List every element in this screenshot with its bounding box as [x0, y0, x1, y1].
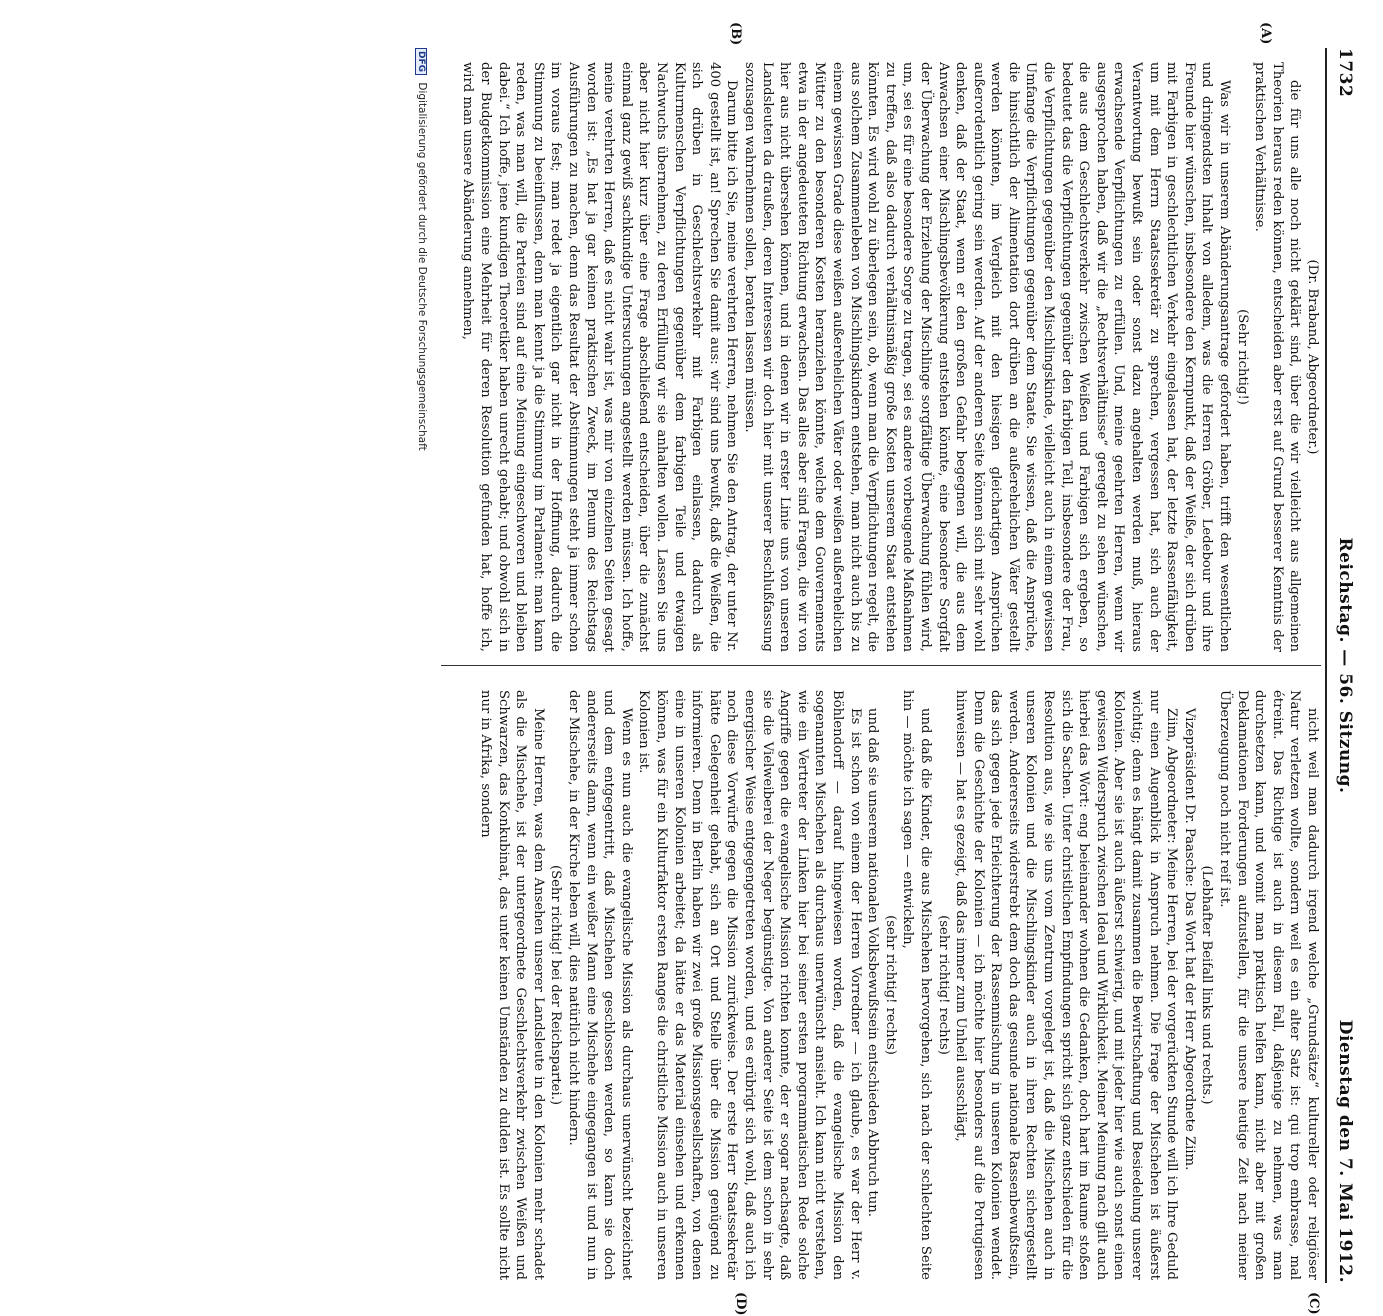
paragraph: die für uns alle noch nicht geklärt sind, über die wir vielleicht aus allgemeinen Theorien heraus reden können, entscheiden aber erst auf Grund besserer Kenntnis der praktischen Verhältnisse.: [1252, 62, 1303, 652]
speaker-intro: Vizepräsident Dr. Paasche: Das Wort hat der Herr Abgeordnete Ziim.: [1181, 708, 1197, 1171]
paragraph: Meine Herren, was dem Ansehen unserer Landsleute in den Kolonien mehr schadet als die Mischehe, ist der untergeordnete Geschlechtsverkehr zwischen Weißen und Schwarzen, das Konkubinat, das unter keinen Umständen zu dulden ist. Es sollte nicht nur in Afrika, sondern: [478, 690, 546, 1280]
session-title: Reichstag. — 56. Sitzung.: [1335, 537, 1355, 794]
paragraph: und daß die Kinder, die aus Mischehen hervorgehen, sich nach der schlechten Seite hin — möchte ich sagen — entwickeln,: [900, 690, 933, 1280]
paragraph: Darum bitte ich Sie, meine verehrten Herren, nehmen Sie den Antrag, der unter Nr. 400 gestellt ist, an! Sprechen Sie damit aus: wir sind uns bewußt, daß die Weißen, die sich drüben in Geschlechtsverkehr mit Farbigen einlassen, dadurch als Kulturmenschen Verpflichtungen gegenüber dem farbigen Teile und etwaigen Nachwuchs übernehmen, zu deren Erfüllung wir sie anhalten wollen. Lassen Sie uns aber nicht hier kurz über eine Frage abschließend entscheiden, über die zunächst einmal ganz gewiß sachkundige Untersuchungen angestellt werden müssen. Ich hoffe, meine verehrten Herren, daß es nicht wahr ist, was mir von einzelnen Seiten gesagt worden ist: „Es hat ja gar keinen praktischen Zweck, im Plenum des Reichstags Ausführungen zu machen, denn das Resultat der Abstimmungen steht ja immer schon im voraus fest; man redet ja eigentlich gar nicht in der Hoffnung, dadurch die Stimmung zu beeinflussen, denn man kennt ja die Stimmung im Parlament: man kann reden, was man will, die Parteien sind auf eine Meinung eingeschworen und bleiben dabei.“ Ich hoffe, jene kundigen Theoretiker haben unrecht gehabt; und obwohl sich in der Budgetkommission eine Mehrheit für deren Resolution gefunden hat, hoffe ich, wird man unsere Abänderung annehmen,: [460, 62, 740, 652]
paragraph: nicht weil man dadurch irgend welche „Grundsätze“ kultureller oder religiöser Natur verletzen wollte, sondern weil es ein alter Satz ist: qui trop embrasse, mal étreint. Das Richtige ist auch in diesem Fall, daßjenige zu nehmen, was man durchsetzen kann, und womit man praktisch helfen kann, nicht aber mit großen Deklamationen Forderungen aufzustellen, für die unsere heutige Zeit nach meiner Überzeugung noch nicht reif ist.: [1217, 690, 1320, 1280]
interjection: (sehr richtig! rechts): [935, 915, 951, 1055]
speaker-continued: (Dr. Braband, Abgeordneter.): [1305, 259, 1320, 455]
paragraph: Ziim, Abgeordneter: Meine Herren, bei der vorgerückten Stunde will ich Ihre Geduld nur einen Augenblick in Anspruch nehmen. Die Frage der Mischehen ist äußerst wichtig; denn es hängt damit zusammen die Bewirtschaftung und Besiedelung unserer Kolonien. Aber sie ist auch äußerst schwierig, und mit jeder hier wie auch sonst einen gewissen Widerspruch zwischen Ideal und Wirklichkeit. Meiner Meinung nach gilt auch hierbei das Wort: eng beieinander wohnen die Gedanken, doch hart im Raume stoßen sich die Sachen. Unter christlichen Empfindungen spricht sich ganz entschieden für die Resolution aus, wie sie uns vom Zentrum vorgelegt ist, daß die Mischehen auch in unseren Kolonien und die Mischlingskinder auch in ihren Rechten sichergestellt werden. Andererseits widerstrebt dem doch das gesunde nationale Rassenbewußtsein, das sich gegen jede Erleichterung der Rassenmischung in unseren Kolonien wendet. Denn die Geschichte der Kolonien — ich möchte hier besonders auf die Portugiesen hinweisen — hat es gezeigt, daß das immer zum Unheil ausschlägt,: [953, 690, 1180, 1280]
digitization-credit: [415, 48, 428, 1048]
margin-marker-c: (C): [1306, 1292, 1321, 1315]
column-divider: [441, 665, 1321, 666]
paragraph: und daß sie unserem nationalen Volksbewußtsein entschieden Abbruch tun.: [865, 708, 881, 1217]
margin-marker-d: (D): [733, 1292, 748, 1316]
paragraph: Wenn es nun auch die evangelische Mission als durchaus unerwünscht bezeichnet und dem entgegentritt, daß Mischehen geschlossen werden, so kann sie doch andererseits dann, wenn ein weißer Mann eine Mischehe eingegangen ist und nun in der Mischehe, in der Kirche leben will, dies natürlich nicht hindern.: [566, 690, 634, 1280]
margin-marker-b: (B): [728, 22, 743, 46]
interjection: (Sehr richtig!): [1234, 309, 1250, 405]
credit-text: Digitalisierung gefördert durch die Deutsche Forschungsgemeinschaft: [416, 82, 428, 451]
interjection: (Lebhafter Beifall links und rechts.): [1199, 865, 1215, 1105]
interjection: (sehr richtig! rechts): [882, 915, 898, 1055]
interjection: (Sehr richtig! bei der Reichspartei.): [548, 864, 564, 1106]
paragraph: Es ist schon von einem der Herren Vorredner — ich glaube, es war der Herr v. Böhlendorff — darauf hingewiesen worden, daß die evangelische Mission den sogenannten Mischehen als durchaus unerwünscht ansieht. Ich kann nicht verstehen, wie ein Vertreter der Linken hier bei seiner ersten programmatischen Rede solche Angriffe gegen die evangelische Mission richten konnte, der er sogar nachsagte, daß sie die Vielweiberei der Neger begünstigte. Von anderer Seite ist dem schon in sehr energischer Weise entgegengetreten worden, und es erübrigt sich wohl, daß auch ich noch diese Vorwürfe gegen die Mission zurückweise. Der erste Herr Staatssekretär hätte Gelegenheit gehabt, sich an Ort und Stelle über die Mission genügend zu informieren. Denn in Berlin haben wir zwei große Missionsgesellschaften, von denen eine in unseren Kolonien arbeitet; da hätte er das Material einsehen und erkennen können, was für ein Kulturfaktor ersten Ranges die christliche Mission auch in unseren Kolonien ist.: [636, 690, 863, 1280]
session-date: Dienstag den 7. Mai 1912.: [1335, 1019, 1355, 1283]
header-rule: [1325, 48, 1327, 1283]
left-column: [451, 62, 1321, 652]
page-number: 1732: [1335, 48, 1355, 98]
dfg-logo: DFG: [415, 48, 427, 75]
page-header: [1331, 48, 1355, 1283]
margin-marker-a: (A): [1258, 22, 1273, 45]
right-column: [451, 690, 1321, 1280]
paragraph: Was wir in unserem Abänderungsantrage gefordert haben, trifft den wesentlichen und dringendsten Inhalt von alledem, was die Herren Gröber, Ledebour und ihre Freunde hier wünschen, insbesondere den Kernpunkt, daß der Weiße, der sich drüben mit Farbigen in geschlechtlichen Verkehr eingelassen hat, der letzte Rassenfähigkeit, um mit dem Herrn Staatssekretär zu sprechen, vergessen hat, sich auch der Verantwortung bewußt sein oder sonst dazu angehalten werden muß, hieraus erwachsende Verpflichtungen zu erfüllen. Und, meine geehrten Herren, wenn wir ausgesprochen haben, daß wir die „Rechtsverhältnisse“ geregelt zu sehen wünschen, die aus dem Geschlechtsverkehr zwischen Weißen und Farbigen sich ergeben, so bedeutet das die Verpflichtungen gegenüber den farbigen Teil, insbesondere der Frau, die Verpflichtungen gegenüber den Mischlingskinde, vielleicht auch in einem gewissen Umfange die Verpflichtungen gegenüber dem Staate. Sie wissen, daß die Ansprüche, die hinsichtlich der Alimentation dort drüben an die außerehelichen Väter gestellt werden könnten, im Vergleich mit den hiesigen gleichartigen Ansprüchen außerordentlich gering sein werden. Auf der anderen Seite können sich mit sehr wohl denken, daß der Staat, wenn er den großen Gefahr begegnen will, die aus dem Anwachsen einer Mischlingsbevölkerung entstehen könnte, eine besondere Sorgfalt der Überwachung der Erziehung der Mischlinge sorgfältige Überwachung fühlen wird, um, sei es für eine besondere Sorge zu tragen, sei es andere vorbeugende Maßnahmen zu treffen, daß also dadurch verhältnismäßig große Kosten unserem Staat entstehen könnten. Es wird wohl zu überlegen sein, ob, wenn man die Verpflichtungen regelt, die aus solchem Zusammenleben von Mischlingskindern entstehen, man nicht auch bis zu einem gewissen Grade diese weißen außerehelichen Väter oder weißen außerehelichen Mütter zu den besonderen Kosten heranziehen könnte, welche dem Gouvernements etwa in der angedeuteten Richtung erwachsen. Das alles aber sind Fragen, die wir von hier aus nicht übersehen können, und in denen wir in erster Linie uns von unseren Landsleuten da draußen, deren Interessen wir doch hier mit unserer Beschlußfassung sozusagen wahrnehmen sollen, beraten lassen müssen.: [742, 62, 1233, 652]
